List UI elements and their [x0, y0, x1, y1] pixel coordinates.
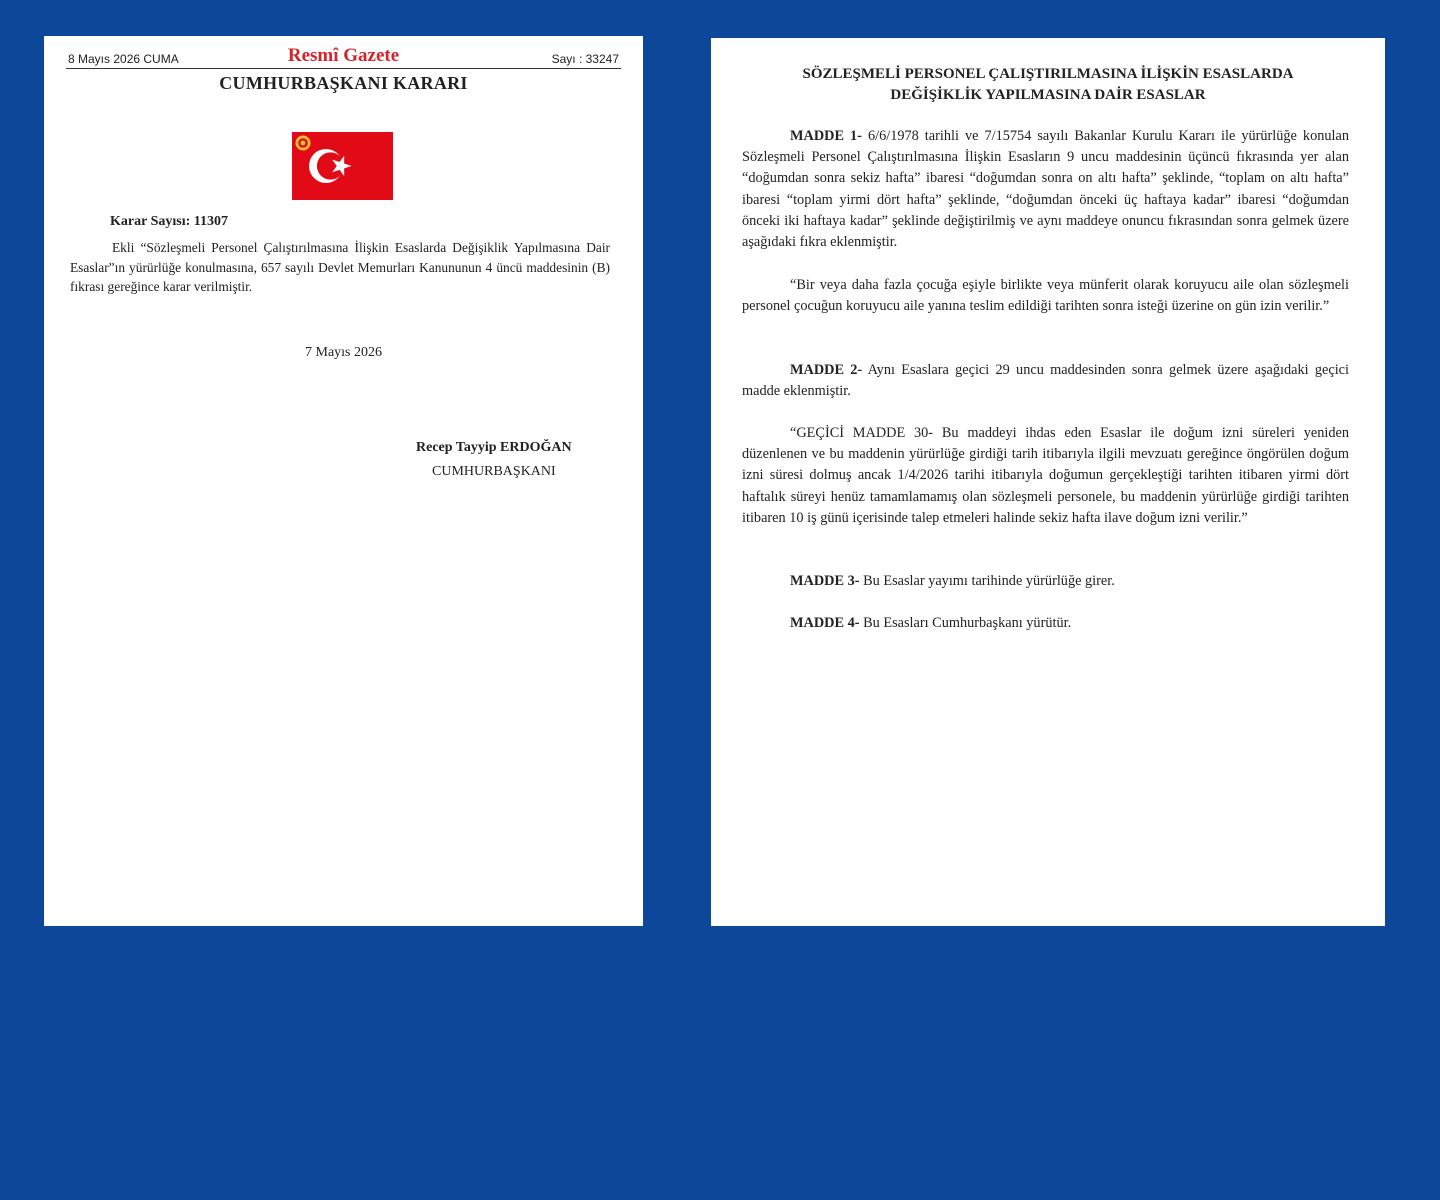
signature-title: CUMHURBAŞKANI: [432, 464, 556, 479]
article-2-label: MADDE 2-: [790, 362, 863, 378]
signature-name: Recep Tayyip ERDOĞAN: [416, 440, 572, 455]
gazette-issue-number: Sayı : 33247: [551, 52, 619, 66]
temporary-article-label: “GEÇİCİ MADDE 30-: [790, 425, 934, 441]
article-1-quote: “Bir veya daha fazla çocuğa eşiyle birlikte veya münferit olarak koruyucu aile olan sözleşmeli personel çocuğun koruyucu aile yanına teslim edildiği tarihten sonra isteği üzerine on gün izin verilir.”: [742, 277, 1349, 315]
presidential-seal-icon: [296, 136, 311, 151]
turkish-flag-icon: [292, 132, 393, 200]
decree-cover-page: [44, 36, 643, 926]
article-4-label: MADDE 4-: [790, 615, 860, 631]
regulation-title-line-2: DEĞİŞİKLİK YAPILMASINA DAİR ESASLAR: [890, 87, 1206, 103]
article-4: [742, 613, 1349, 634]
article-1-text: 6/6/1978 tarihli ve 7/15754 sayılı Bakanlar Kurulu Kararı ile yürürlüğe konulan Sözleşmeli Personel Çalıştırılmasına İlişkin Esasların 9 uncu maddesinin üçüncü fıkrasında yer alan “doğumdan sonra sekiz hafta” ibaresi “doğumdan sonra on altı hafta” şeklinde, “toplam on altı hafta” ibaresi “toplam yirmi dört hafta” şeklinde, “doğumdan önceki üç haftaya kadar” ibaresi “doğumdan önceki iki haftaya kadar” şeklinde değiştirilmiş ve aynı maddeye onuncu fıkrasından sonra gelmek üzere aşağıdaki fıkra eklenmiştir.: [742, 128, 1349, 251]
article-4-text: Bu Esasları Cumhurbaşkanı yürütür.: [859, 615, 1072, 631]
gazette-header: [66, 42, 621, 69]
article-3: [742, 571, 1349, 592]
article-2: [742, 360, 1349, 402]
article-2-text: Aynı Esaslara geçici 29 uncu maddesinden sonra gelmek üzere aşağıdaki geçici madde eklenmiştir.: [742, 362, 1349, 400]
article-3-label: MADDE 3-: [790, 573, 860, 589]
regulation-title-line-1: SÖZLEŞMELİ PERSONEL ÇALIŞTIRILMASINA İLİŞKİN ESASLARDA: [802, 66, 1294, 82]
gazette-name: Resmî Gazete: [287, 45, 400, 66]
article-1: [742, 126, 1349, 253]
article-3-text: Bu Esaslar yayımı tarihinde yürürlüğe girer.: [859, 573, 1115, 589]
article-1-label: MADDE 1-: [790, 128, 862, 144]
decree-body: Ekli “Sözleşmeli Personel Çalıştırılmasına İlişkin Esaslarda Değişiklik Yapılmasına Dair Esaslar”ın yürürlüğe konulmasına, 657 sayılı Devlet Memurları Kanununun 4 üncü maddesinin (B) fıkrası gereğince karar verilmiştir.: [70, 240, 610, 294]
decree-number: Karar Sayısı: 11307: [110, 214, 228, 229]
decree-title: CUMHURBAŞKANI KARARI: [219, 73, 468, 93]
temporary-article-30: [742, 423, 1349, 529]
regulation-title: [751, 64, 1345, 106]
gazette-date: 8 Mayıs 2026 CUMA: [68, 52, 179, 66]
regulation-text-page: [711, 38, 1385, 926]
decree-date: 7 Mayıs 2026: [305, 345, 382, 360]
temporary-article-text: Bu maddeyi ihdas eden Esaslar ile doğum izni süreleri yeniden düzenlenen ve bu maddenin yürürlüğe girdiği tarih itibarıyla ilgili mevzuatı gereğince öngörülen doğum izni süresi dolmuş ancak 1/4/2026 tarihi itibarıyla doğumun gerçekleştiği tarihten itibaren yirmi dört haftalık süreyi henüz tamamlamamış olan sözleşmeli personele, bu maddenin yürürlüğe girdiği tarihten itibaren 10 iş günü içerisinde talep etmeleri halinde sekiz hafta ilave doğum izni verilir.”: [742, 425, 1349, 526]
